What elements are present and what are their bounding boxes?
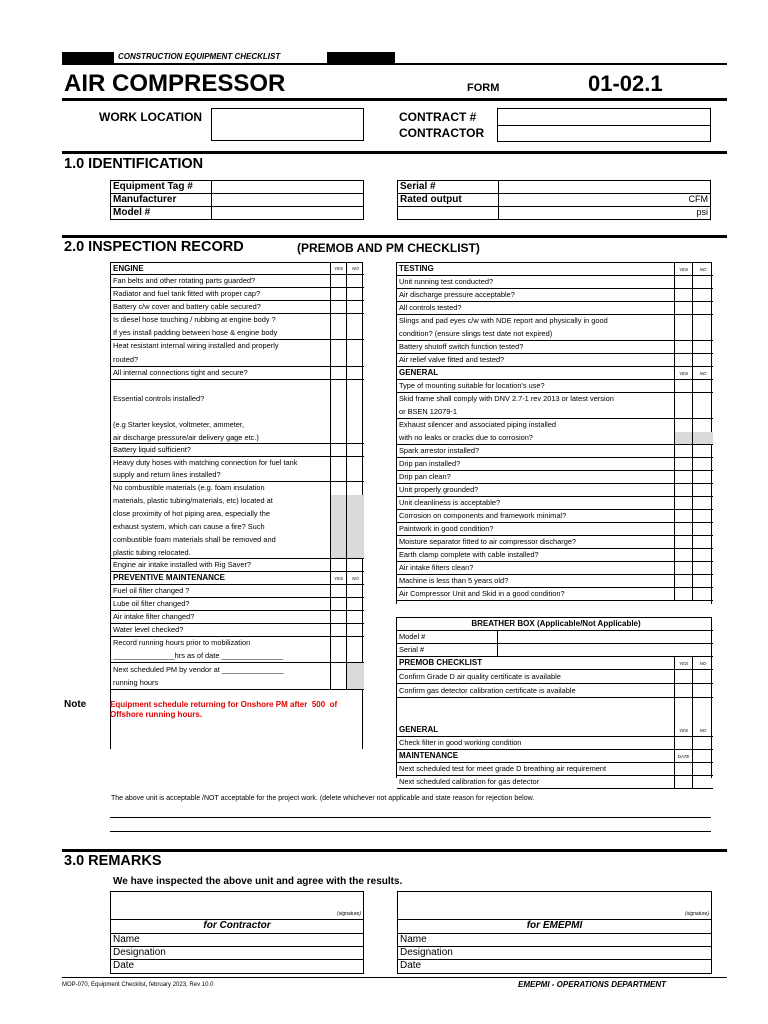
yes-checkbox[interactable] — [330, 547, 346, 559]
identification-right-table — [397, 180, 711, 220]
no-column-header: NO — [692, 263, 713, 276]
breather-field-divider — [497, 644, 498, 657]
yes-checkbox[interactable] — [330, 327, 346, 340]
checklist-item: Fan belts and other rotating parts guarded? — [111, 275, 330, 288]
checklist-item: Air intake filters clean? — [397, 562, 674, 575]
yes-checkbox[interactable] — [674, 549, 692, 562]
checklist-item: Paintwork in good condition? — [397, 523, 674, 536]
yes-checkbox[interactable] — [674, 588, 692, 601]
no-checkbox[interactable] — [692, 549, 713, 562]
yes-checkbox[interactable] — [330, 367, 346, 380]
checklist-item: Slings and pad eyes c/w with NDE report and physically in good — [399, 316, 608, 325]
remarks-statement: We have inspected the above unit and agree with the results. — [113, 876, 403, 887]
emepmi-signature-caption: (signature) — [685, 911, 709, 917]
checklist-item: Engine air intake installed with Rig Saver? — [111, 559, 330, 572]
checklist-item: Unit properly grounded? — [397, 484, 674, 497]
header-rule — [62, 63, 727, 65]
checklist-item: Battery liquid sufficient? — [111, 444, 330, 457]
no-checkbox[interactable] — [346, 367, 364, 380]
yes-checkbox[interactable] — [330, 469, 346, 482]
engine-header: ENGINE — [111, 263, 330, 275]
yes-checkbox[interactable] — [330, 419, 346, 432]
no-checkbox[interactable] — [346, 314, 364, 327]
right-checklist — [396, 262, 712, 604]
checklist-item: Unit cleanliness is acceptable? — [397, 497, 674, 510]
no-column-header: NO — [346, 572, 364, 585]
no-checkbox[interactable] — [346, 611, 364, 624]
checklist-item: Machine is less than 5 years old? — [397, 575, 674, 588]
checklist-item: _______________hrs as of date _______________ — [111, 650, 330, 663]
title-rule — [62, 98, 727, 101]
breather-field-divider — [497, 631, 498, 644]
yes-checkbox[interactable] — [330, 495, 346, 508]
work-location-field[interactable] — [211, 108, 364, 141]
form-number: 01-02.1 — [588, 71, 663, 96]
yes-checkbox[interactable] — [674, 380, 692, 393]
checklist-item: Heat resistant internal wiring installed and properly — [113, 341, 279, 350]
yes-checkbox[interactable] — [674, 698, 692, 724]
yes-checkbox[interactable] — [674, 315, 692, 328]
no-checkbox[interactable] — [346, 624, 364, 637]
yes-checkbox[interactable] — [330, 521, 346, 534]
contractor-label: CONTRACTOR — [399, 126, 485, 140]
contractor-name-label: Name — [113, 934, 140, 945]
yes-checkbox[interactable] — [674, 328, 692, 341]
rated-output-label: Rated output — [400, 194, 462, 205]
psi-unit: psi — [696, 207, 708, 217]
yes-checkbox[interactable] — [674, 276, 692, 289]
checklist-item: (e.g Starter keyslot, voltmeter, ammeter, — [113, 420, 245, 429]
checklist-item: All internal connections tight and secure? — [111, 367, 330, 380]
checklist-item: Check filter in good working condition — [397, 737, 674, 750]
section-remarks-heading: 3.0 REMARKS — [64, 853, 162, 869]
no-checkbox[interactable] — [692, 393, 713, 406]
breather-model-row: Model # — [397, 631, 713, 644]
yes-checkbox[interactable] — [330, 650, 346, 663]
top-label: CONSTRUCTION EQUIPMENT CHECKLIST — [118, 52, 281, 61]
yes-checkbox[interactable] — [674, 432, 692, 445]
yes-checkbox[interactable] — [674, 562, 692, 575]
yes-checkbox[interactable] — [330, 508, 346, 521]
no-checkbox[interactable] — [692, 445, 713, 458]
yes-column-header: DATE — [674, 750, 692, 763]
no-checkbox[interactable] — [346, 432, 364, 444]
checklist-item: Air relief valve fitted and tested? — [397, 354, 674, 367]
no-checkbox[interactable] — [692, 575, 713, 588]
checklist-item: Water level checked? — [111, 624, 330, 637]
no-checkbox[interactable] — [346, 301, 364, 314]
yes-checkbox[interactable] — [330, 432, 346, 444]
no-checkbox[interactable] — [692, 523, 713, 536]
yes-column-header: YES — [674, 263, 692, 276]
no-checkbox[interactable] — [692, 497, 713, 510]
footer-department: EMEPMI - OPERATIONS DEPARTMENT — [518, 980, 667, 989]
yes-checkbox[interactable] — [330, 585, 346, 598]
reason-line-2[interactable] — [110, 831, 711, 832]
work-location-label: WORK LOCATION — [99, 110, 203, 124]
yes-checkbox[interactable] — [674, 354, 692, 367]
left-checklist — [110, 262, 363, 749]
checklist-item: air discharge pressure/air delivery gage etc.) — [111, 432, 330, 444]
acceptance-statement: The above unit is acceptable /NOT acceptable for the project work. (delete whichever not applicable and state reason for rejection below. — [111, 795, 535, 802]
no-checkbox[interactable] — [346, 534, 364, 547]
no-checkbox[interactable] — [346, 598, 364, 611]
checklist-item: Fuel oil filter changed ? — [111, 585, 330, 598]
no-checkbox[interactable] — [692, 328, 713, 341]
yes-checkbox[interactable] — [674, 471, 692, 484]
reason-line-1[interactable] — [110, 817, 711, 818]
checklist-item: materials, plastic tubing/materials, etc) located at — [113, 496, 273, 505]
section-inspection-heading: 2.0 INSPECTION RECORD — [64, 239, 244, 255]
no-checkbox[interactable] — [692, 471, 713, 484]
form-label: FORM — [467, 82, 500, 94]
yes-checkbox[interactable] — [330, 340, 346, 353]
yes-checkbox[interactable] — [674, 302, 692, 315]
yes-checkbox[interactable] — [330, 663, 346, 677]
no-checkbox[interactable] — [692, 510, 713, 523]
no-checkbox[interactable] — [346, 457, 364, 469]
checklist-item: or BSEN 12079-1 — [397, 406, 674, 419]
yes-checkbox[interactable] — [674, 458, 692, 471]
contractor-date-label: Date — [113, 960, 135, 971]
no-checkbox[interactable] — [692, 588, 713, 601]
yes-checkbox[interactable] — [674, 536, 692, 549]
checklist-item: Confirm Grade D air quality certificate is available — [397, 670, 674, 684]
yes-checkbox[interactable] — [330, 444, 346, 457]
emepmi-signature-block — [397, 891, 712, 974]
no-checkbox[interactable] — [692, 289, 713, 302]
checklist-item: All controls tested? — [397, 302, 674, 315]
no-column-header — [692, 750, 713, 763]
checklist-item: Confirm gas detector calibration certificate is available — [397, 684, 674, 698]
emepmi-date-label: Date — [400, 960, 422, 971]
note-text: Equipment schedule returning for Onshore PM after 500 of Offshore running hours. — [110, 700, 338, 719]
no-checkbox[interactable] — [692, 380, 713, 393]
checklist-item: running hours — [111, 677, 330, 690]
yes-checkbox[interactable] — [674, 670, 692, 684]
footer-reference: MOP-070, Equipment Checklist, february 2023, Rev 10.0 — [62, 982, 214, 988]
page-title: AIR COMPRESSOR — [64, 70, 286, 97]
no-checkbox[interactable] — [346, 327, 364, 340]
yes-checkbox[interactable] — [330, 301, 346, 314]
manufacturer-label: Manufacturer — [113, 194, 177, 205]
breather-box-table — [396, 617, 712, 786]
no-checkbox[interactable] — [692, 670, 713, 684]
yes-checkbox[interactable] — [674, 341, 692, 354]
yes-checkbox[interactable] — [330, 534, 346, 547]
checklist-item: Unit running test conducted? — [397, 276, 674, 289]
no-column-header: NO — [692, 657, 713, 670]
no-checkbox[interactable] — [346, 419, 364, 432]
checklist-item: Air intake filter changed? — [111, 611, 330, 624]
premob-checklist-header: PREMOB CHECKLIST — [397, 657, 674, 670]
checklist-item: Battery shutoff switch function tested? — [397, 341, 674, 354]
checklist-item: Air Compressor Unit and Skid in a good condition? — [397, 588, 674, 601]
yes-checkbox[interactable] — [330, 314, 346, 327]
yes-checkbox[interactable] — [330, 637, 346, 650]
no-checkbox[interactable] — [692, 354, 713, 367]
checklist-item: Next scheduled PM by vendor at _______________ — [113, 665, 284, 674]
yes-checkbox[interactable] — [330, 624, 346, 637]
no-column-header: NO — [346, 263, 364, 275]
footer-rule — [62, 977, 727, 978]
checklist-item: Drip pan clean? — [397, 471, 674, 484]
no-checkbox[interactable] — [346, 508, 364, 521]
yes-checkbox[interactable] — [674, 484, 692, 497]
contractor-designation-label: Designation — [113, 947, 166, 958]
checklist-item: Moisture separator fitted to air compressor discharge? — [397, 536, 674, 549]
no-checkbox[interactable] — [346, 495, 364, 508]
yes-checkbox[interactable] — [330, 598, 346, 611]
no-checkbox[interactable] — [346, 482, 364, 495]
contractor-signature-caption: (signature) — [337, 911, 361, 917]
breather-maintenance-header: MAINTENANCE — [397, 750, 674, 763]
checklist-item: If yes install padding between hose & engine body — [111, 327, 330, 340]
checklist-item: Earth clamp complete with cable installed? — [397, 549, 674, 562]
breather-spacer — [397, 698, 674, 724]
no-checkbox[interactable] — [346, 547, 364, 559]
yes-checkbox[interactable] — [330, 353, 346, 367]
no-checkbox[interactable] — [346, 353, 364, 367]
yes-column-header: YES — [674, 724, 692, 737]
checklist-item: Next scheduled calibration for gas detector — [397, 776, 674, 789]
no-checkbox[interactable] — [692, 763, 713, 776]
checklist-item: Heavy duty hoses with matching connection for fuel tank — [113, 458, 298, 467]
no-checkbox[interactable] — [692, 406, 713, 419]
cfm-unit: CFM — [688, 194, 708, 204]
checklist-item: plastic tubing relocated. — [111, 547, 330, 559]
no-checkbox[interactable] — [346, 521, 364, 534]
no-checkbox[interactable] — [692, 562, 713, 575]
checklist-item: exhaust system, which can cause a fire? Such — [113, 522, 265, 531]
yes-checkbox[interactable] — [330, 380, 346, 419]
checklist-item: Air discharge pressure acceptable? — [397, 289, 674, 302]
checklist-item: Skid frame shall comply with DNV 2.7-1 rev 2013 or latest version — [399, 394, 614, 403]
yes-checkbox[interactable] — [330, 457, 346, 469]
no-checkbox[interactable] — [692, 315, 713, 328]
no-checkbox[interactable] — [346, 650, 364, 663]
no-checkbox[interactable] — [346, 663, 364, 677]
note-label: Note — [64, 699, 87, 710]
checklist-item: Is diesel hose touching / rubbing at engine body ? — [113, 315, 276, 324]
checklist-item: condition? (ensure slings test date not expired) — [397, 328, 674, 341]
yes-column-header: YES — [330, 263, 346, 275]
checklist-item: Essential controls installed? — [113, 394, 205, 403]
for-contractor-label: for Contractor — [203, 920, 271, 931]
yes-checkbox[interactable] — [674, 510, 692, 523]
header-black-block-left — [62, 52, 114, 63]
yes-checkbox[interactable] — [330, 559, 346, 572]
identification-left-table — [110, 180, 364, 220]
model-label: Model # — [113, 207, 151, 218]
checklist-item: supply and return lines installed? — [111, 469, 330, 482]
contract-field[interactable] — [497, 108, 711, 126]
yes-column-header: YES — [674, 367, 692, 380]
serial-label: Serial # — [400, 181, 436, 192]
no-checkbox[interactable] — [692, 684, 713, 698]
yes-checkbox[interactable] — [674, 684, 692, 698]
emepmi-name-label: Name — [400, 934, 427, 945]
testing-header: TESTING — [397, 263, 674, 276]
breather-serial-row: Serial # — [397, 644, 713, 657]
no-checkbox[interactable] — [692, 737, 713, 750]
no-checkbox[interactable] — [692, 419, 713, 432]
no-checkbox[interactable] — [346, 469, 364, 482]
section2-rule — [62, 235, 727, 238]
preventive-maintenance-header: PREVENTIVE MAINTENANCE — [111, 572, 330, 585]
no-checkbox[interactable] — [346, 380, 364, 419]
yes-checkbox[interactable] — [674, 575, 692, 588]
no-checkbox[interactable] — [692, 776, 713, 789]
yes-checkbox[interactable] — [330, 677, 346, 690]
section3-rule — [62, 849, 727, 852]
yes-checkbox[interactable] — [330, 275, 346, 288]
no-checkbox[interactable] — [692, 458, 713, 471]
checklist-item: No combustible materials (e.g. foam insulation — [113, 483, 265, 492]
no-checkbox[interactable] — [692, 276, 713, 289]
emepmi-designation-label: Designation — [400, 947, 453, 958]
header-black-block-right — [327, 52, 395, 63]
equipment-tag-label: Equipment Tag # — [113, 181, 193, 192]
checklist-item: combustible foam materials shall be removed and — [113, 535, 276, 544]
no-checkbox[interactable] — [346, 637, 364, 650]
no-checkbox[interactable] — [346, 559, 364, 572]
no-checkbox[interactable] — [692, 484, 713, 497]
yes-checkbox[interactable] — [674, 737, 692, 750]
yes-checkbox[interactable] — [674, 393, 692, 406]
checklist-item: Lube oil filter changed? — [111, 598, 330, 611]
checklist-item: Battery c/w cover and battery cable secured? — [111, 301, 330, 314]
checklist-item: routed? — [111, 353, 330, 367]
checklist-item: Record running hours prior to mobilization — [113, 638, 251, 647]
breather-box-title: BREATHER BOX (Applicable/Not Applicable) — [397, 618, 713, 631]
for-emepmi-label: for EMEPMI — [526, 920, 583, 931]
no-checkbox[interactable] — [346, 444, 364, 457]
contractor-signature-block — [110, 891, 364, 974]
note-hours-value: 500 — [311, 700, 326, 709]
checklist-item: with no leaks or cracks due to corrosion? — [397, 432, 674, 445]
yes-checkbox[interactable] — [674, 523, 692, 536]
checklist-item: Corrosion on components and framework minimal? — [397, 510, 674, 523]
yes-column-header: YES — [674, 657, 692, 670]
checklist-item: Exhaust silencer and associated piping installed — [399, 420, 556, 429]
contractor-field[interactable] — [497, 125, 711, 142]
no-checkbox[interactable] — [346, 340, 364, 353]
yes-checkbox[interactable] — [674, 776, 692, 789]
checklist-item: Spark arrestor installed? — [397, 445, 674, 458]
checklist-item: Drip pan installed? — [397, 458, 674, 471]
yes-checkbox[interactable] — [330, 288, 346, 301]
yes-checkbox[interactable] — [674, 289, 692, 302]
checklist-item: Next scheduled test for meet grade D breathing air requirement — [397, 763, 674, 776]
no-checkbox[interactable] — [692, 341, 713, 354]
no-checkbox[interactable] — [346, 585, 364, 598]
yes-checkbox[interactable] — [330, 482, 346, 495]
section-identification-heading: 1.0 IDENTIFICATION — [64, 156, 204, 172]
checklist-item: Radiator and fuel tank fitted with proper cap? — [111, 288, 330, 301]
no-checkbox[interactable] — [692, 432, 713, 445]
checklist-item: close proximity of hot piping area, especially the — [113, 509, 270, 518]
yes-checkbox[interactable] — [674, 406, 692, 419]
no-checkbox[interactable] — [346, 288, 364, 301]
no-column-header: NO — [692, 367, 713, 380]
no-checkbox[interactable] — [692, 536, 713, 549]
inspection-subheading: (PREMOB AND PM CHECKLIST) — [297, 241, 480, 255]
yes-checkbox[interactable] — [674, 763, 692, 776]
checklist-item: Type of mounting suitable for location's use? — [397, 380, 674, 393]
yes-column-header: YES — [330, 572, 346, 585]
yes-checkbox[interactable] — [674, 497, 692, 510]
yes-checkbox[interactable] — [674, 445, 692, 458]
yes-checkbox[interactable] — [674, 419, 692, 432]
section1-rule — [62, 151, 727, 154]
no-column-header: NO — [692, 724, 713, 737]
general-header: GENERAL — [397, 367, 674, 380]
no-checkbox[interactable] — [692, 302, 713, 315]
yes-checkbox[interactable] — [330, 611, 346, 624]
no-checkbox[interactable] — [346, 275, 364, 288]
breather-general-header: GENERAL — [397, 724, 674, 737]
no-checkbox[interactable] — [692, 698, 713, 724]
contract-label: CONTRACT # — [399, 110, 477, 124]
no-checkbox[interactable] — [346, 677, 364, 690]
